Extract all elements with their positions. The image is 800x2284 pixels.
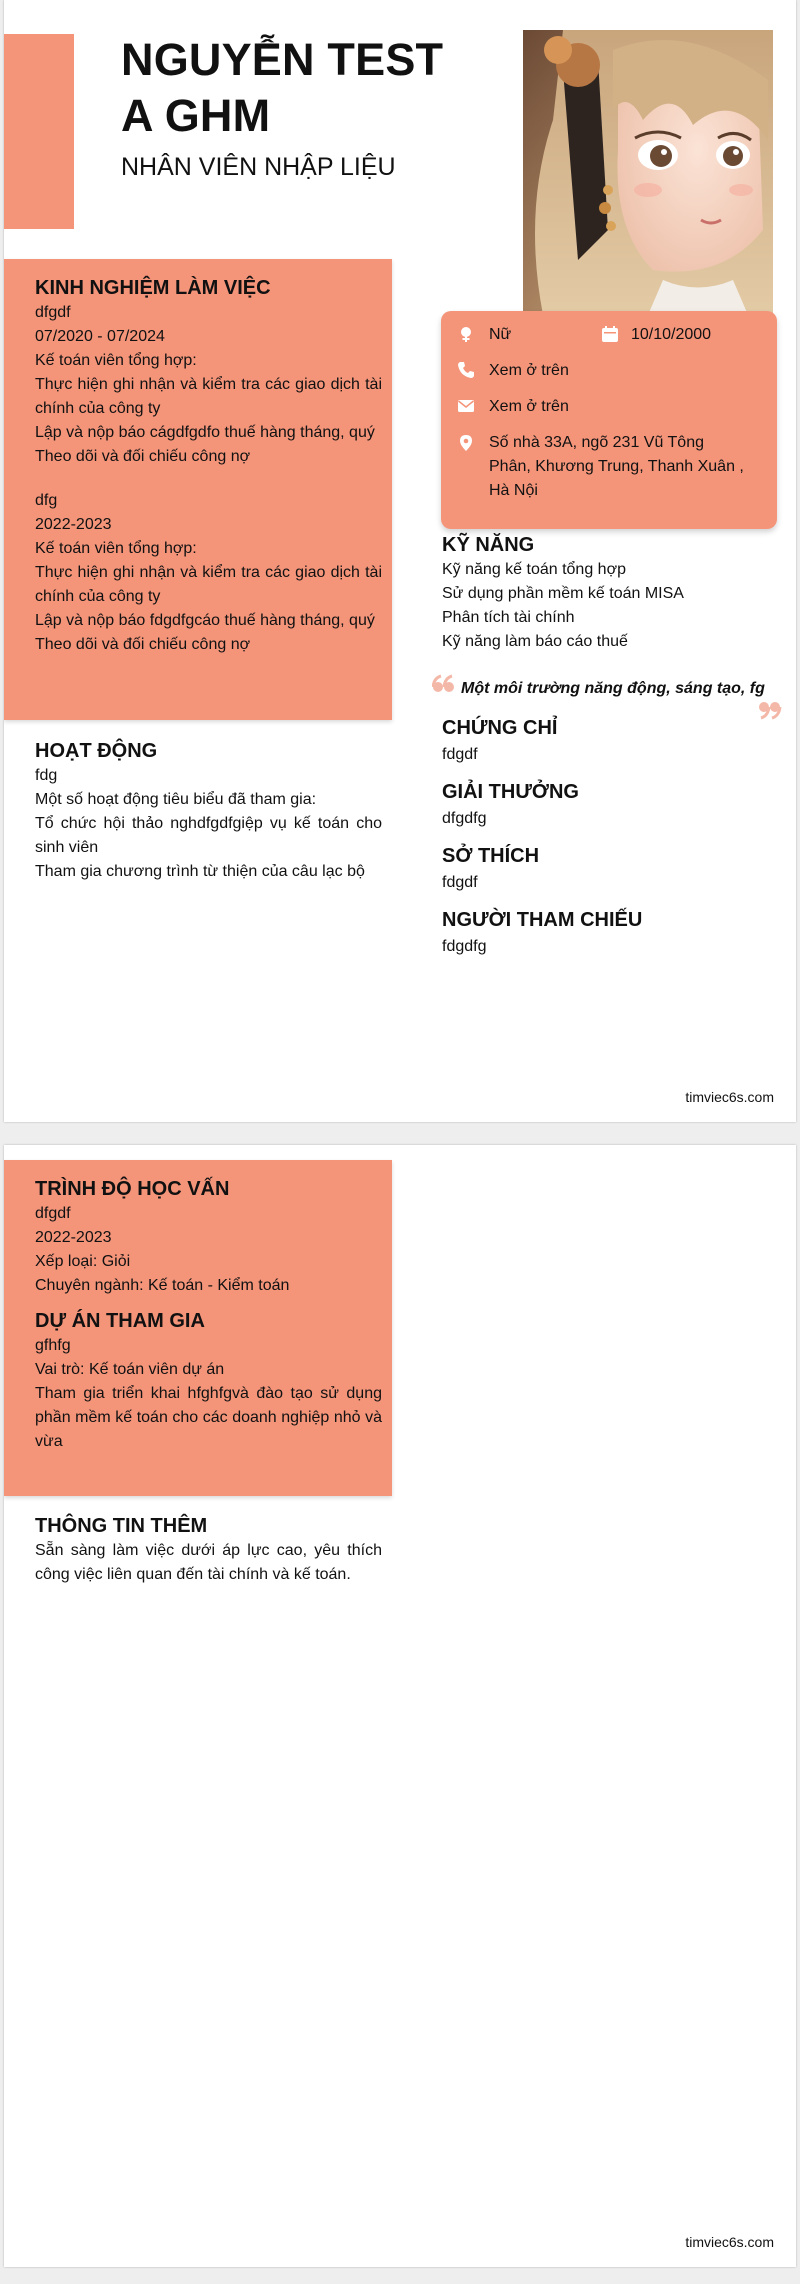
gender-icon — [457, 325, 475, 343]
additional-info-section: THÔNG TIN THÊM Sẵn sàng làm việc dưới áp lực cao, yêu thích công việc liên quan đến tài chính và kế toán. — [35, 1515, 382, 1583]
address-value: Số nhà 33A, ngõ 231 Vũ Tông Phân, Khương Trung, Thanh Xuân , Hà Nội — [489, 434, 744, 499]
certificates-title: CHỨNG CHỈ — [442, 717, 558, 739]
certificates-section: CHỨNG CHỈ fdgdf — [442, 717, 558, 763]
location-icon — [457, 434, 475, 452]
education-title: TRÌNH ĐỘ HỌC VẤN — [35, 1178, 230, 1200]
skill-item: Kỹ năng làm báo cáo thuế — [442, 633, 628, 650]
hobbies-section: SỞ THÍCH fdgdf — [442, 845, 540, 891]
projects-title: DỰ ÁN THAM GIA — [35, 1310, 205, 1332]
experience-title: KINH NGHIỆM LÀM VIỆC — [35, 277, 271, 299]
footer-site: timviec6s.com — [685, 1089, 774, 1105]
experience-section — [4, 259, 392, 720]
skill-item: Kỹ năng kế toán tổng hợp — [442, 561, 626, 578]
gender-value: Nữ — [489, 326, 512, 343]
footer-site: timviec6s.com — [685, 2234, 774, 2250]
hobbies-title: SỞ THÍCH — [442, 845, 540, 867]
skills-section — [442, 532, 772, 654]
skills-title: KỸ NĂNG — [442, 534, 535, 556]
project-entry: gfhfg Vai trò: Kế toán viên dự án Tham gia triển khai hfghfgvà đào tạo sử dụng phần mềm kế toán cho các doanh nghiệp nhỏ và vừa — [35, 1337, 382, 1450]
skill-item: Sử dụng phần mềm kế toán MISA — [442, 585, 684, 602]
email-value: Xem ở trên — [489, 398, 569, 415]
candidate-name: NGUYỄN TEST A GHM — [121, 34, 444, 141]
phone-value: Xem ở trên — [489, 362, 569, 379]
quote-open-icon — [432, 674, 456, 694]
phone-icon — [457, 361, 475, 379]
activities-section: HOẠT ĐỘNG fdg Một số hoạt động tiêu biểu đã tham gia: Tổ chức hội thảo nghdfgdfgiệp vụ kế toán cho sinh viên Tham gia chương trình từ thiện của câu lạc bộ — [35, 740, 382, 880]
skill-item: Phân tích tài chính — [442, 609, 575, 626]
header-accent-bar — [4, 34, 74, 229]
cv-page-1 — [4, 0, 796, 1122]
references-title: NGƯỜI THAM CHIẾU — [442, 909, 643, 931]
experience-entry: dfgdf 07/2020 - 07/2024 Kế toán viên tổng hợp: Thực hiện ghi nhận và kiểm tra các giao dịch tài chính của công ty Lập và nộp báo cágdfgdfo thuế hàng tháng, quý Theo dõi và đối chiếu công nợ — [35, 304, 382, 465]
mail-icon — [457, 397, 475, 415]
education-projects-section — [4, 1160, 392, 1496]
additional-info-title: THÔNG TIN THÊM — [35, 1515, 208, 1537]
calendar-icon — [601, 325, 619, 343]
awards-title: GIẢI THƯỞNG — [442, 781, 579, 803]
awards-section: GIẢI THƯỞNG dfgdfg — [442, 781, 579, 827]
references-section: NGƯỜI THAM CHIẾU fdgdfg — [442, 909, 643, 955]
contact-info-card — [441, 311, 777, 529]
quote-close-icon — [758, 700, 782, 720]
experience-entry: dfg 2022-2023 Kế toán viên tổng hợp: Thực hiện ghi nhận và kiểm tra các giao dịch tài chính của công ty Lập và nộp báo fdgdfgcáo thuế hàng tháng, quý Theo dõi và đối chiếu công nợ — [35, 492, 382, 653]
education-entry: dfgdf 2022-2023 Xếp loại: Giỏi Chuyên ngành: Kế toán - Kiểm toán — [35, 1205, 290, 1294]
birthdate-value: 10/10/2000 — [631, 326, 712, 343]
activities-title: HOẠT ĐỘNG — [35, 740, 158, 762]
profile-photo — [523, 30, 773, 315]
career-objective-quote: Một môi trường năng động, sáng tạo, fg — [461, 680, 765, 697]
cv-page-2 — [4, 1145, 796, 2267]
job-title: NHÂN VIÊN NHẬP LIỆU — [121, 153, 396, 181]
